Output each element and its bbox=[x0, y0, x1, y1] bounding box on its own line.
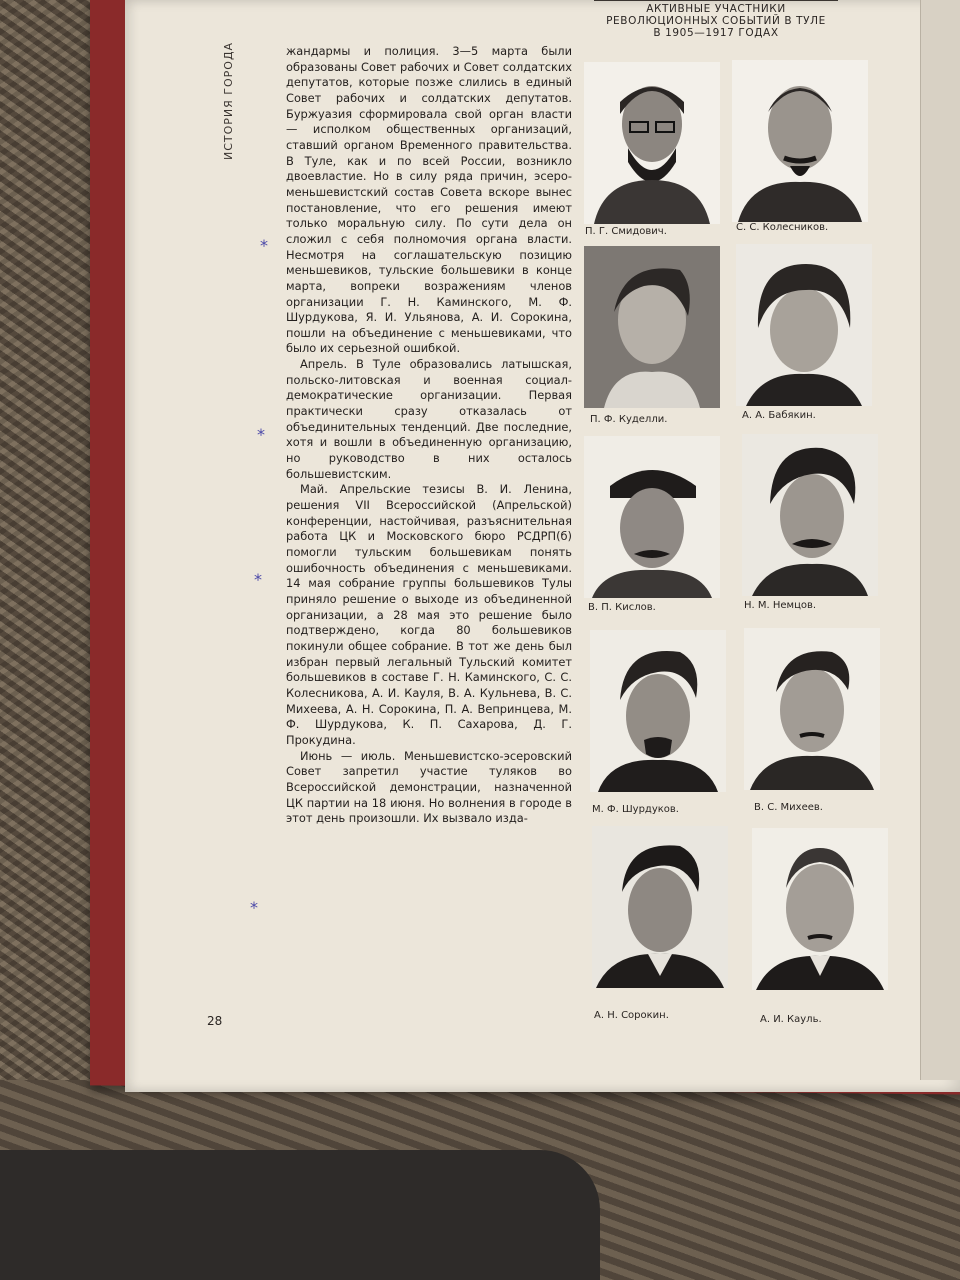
page-number: 28 bbox=[207, 1014, 223, 1028]
pen-mark: * bbox=[250, 898, 258, 917]
portrait-photo-5 bbox=[584, 436, 720, 598]
portrait-photo-7 bbox=[590, 630, 726, 792]
portrait-caption-10: А. И. Кауль. bbox=[760, 1014, 822, 1025]
next-page-edge bbox=[920, 0, 960, 1080]
article-text bbox=[286, 44, 572, 827]
portrait-photo-2 bbox=[732, 60, 868, 222]
portrait-photo-3 bbox=[584, 246, 720, 408]
portrait-photo-6 bbox=[742, 434, 878, 596]
paragraph-1: жандармы и полиция. 3—5 марта были образованы Совет рабочих и Совет солдатских депутатов, которые позже слились в единый Совет рабочих и солдатских депутатов. Буржуазия сформировала свой орган власти — исполком общественных организаций, ставший органом Временного правительства. В Туле, как и по всей России, возникло двоевластие. Но в силу ряда причин, эсеро-меньшевистский состав Совета вскоре вынес постановление, что его решения имеют только моральную силу. По сути дела он сложил с себя полномочия органа власти. Несмотря на соглашательскую позицию меньшевиков, тульские большевики в конце марта, вопреки возражениям членов организации Г. Н. Каминского, М. Ф. Шурдукова, Я. И. Ульянова, А. И. Сорокина, пошли на объединение с меньшевиками, что было их серьезной ошибкой. bbox=[286, 44, 572, 356]
section-header bbox=[594, 0, 838, 39]
portrait-photo-8 bbox=[744, 628, 880, 790]
paragraph-4: Июнь — июль. Меньшевистско-эсеровский Совет запретил участие туляков во Всероссийской демонстрации, назначенной ЦК партии на 18 июня. Но волнения в городе в этот день произошли. Их вызвало изда- bbox=[286, 748, 572, 826]
pen-mark: * bbox=[254, 570, 262, 589]
paragraph-3: Май. Апрельские тезисы В. И. Ленина, решения VII Всероссийской (Апрельской) конференции, настойчивая, разъяснительная работа ЦК и Московского бюро РСДРП(б) помогли тульским большевикам понять ошибочность объединения с меньшевиками. 14 мая собрание группы большевиков Тулы приняло решение о выходе из объединенной организации, а 28 мая это решение было подтверждено, когда 80 большевиков покинули общее собрание. В тот же день был избран первый легальный Тульский комитет большевиков в составе Г. Н. Каминского, С. С. Колесникова, А. И. Кауля, В. А. Кульнева, В. С. Михеева, А. Н. Сорокина, П. А. Вепринцева, М. Ф. Шурдукова, К. П. Сахарова, Д. Г. Прокудина. bbox=[286, 482, 572, 747]
portrait-caption-9: А. Н. Сорокин. bbox=[594, 1010, 669, 1021]
dark-fabric bbox=[0, 1150, 600, 1280]
portrait-photo-10 bbox=[752, 828, 888, 990]
header-line-1: АКТИВНЫЕ УЧАСТНИКИ bbox=[646, 3, 786, 15]
pen-mark: * bbox=[257, 425, 265, 444]
portrait-photo-1 bbox=[584, 62, 720, 224]
portrait-caption-8: В. С. Михеев. bbox=[754, 802, 823, 813]
portrait-caption-7: М. Ф. Шурдуков. bbox=[592, 804, 679, 815]
portrait-caption-5: В. П. Кислов. bbox=[588, 602, 656, 613]
portrait-caption-6: Н. М. Немцов. bbox=[744, 600, 817, 611]
portrait-photo-4 bbox=[736, 244, 872, 406]
header-line-3: В 1905—1917 ГОДАХ bbox=[653, 27, 779, 39]
header-line-2: РЕВОЛЮЦИОННЫХ СОБЫТИЙ В ТУЛЕ bbox=[606, 15, 826, 27]
pen-mark: * bbox=[260, 236, 268, 255]
running-head: ИСТОРИЯ ГОРОДА bbox=[222, 41, 235, 160]
portrait-caption-3: П. Ф. Куделли. bbox=[590, 414, 668, 425]
paragraph-2: Апрель. В Туле образовались латышская, польско-литовская и военная социал-демократические организации. Первая практически сразу отказалась от объединительных тенденций. Две последние, хотя и вошли в объединенную организацию, но руководство в них осталось большевистским. bbox=[286, 357, 572, 481]
portrait-caption-2: С. С. Колесников. bbox=[736, 222, 829, 233]
portrait-caption-1: П. Г. Смидович. bbox=[585, 226, 667, 237]
portrait-caption-4: А. А. Бабякин. bbox=[742, 410, 816, 421]
portrait-photo-9 bbox=[592, 826, 728, 988]
